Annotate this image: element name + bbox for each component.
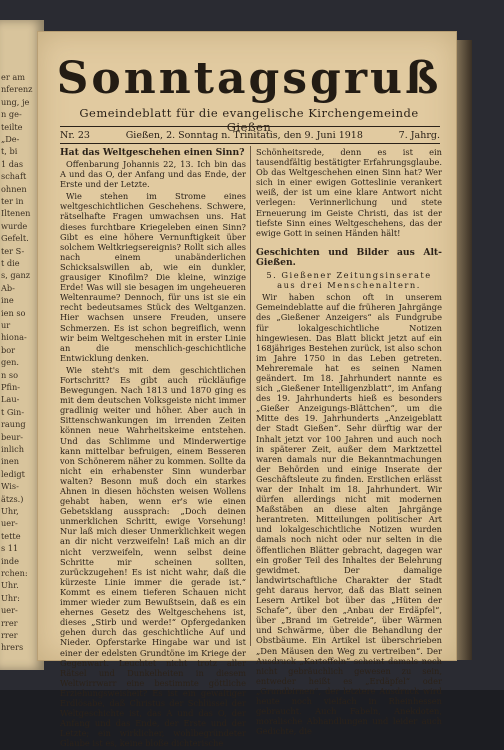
article-heading: Hat das Weltgeschehen einen Sinn?: [60, 147, 245, 158]
left-page-fragment: „De-: [1, 134, 20, 144]
article-paragraph: Wie stehen im Strome eines weltgeschichtlichen Geschehens. Schwere, rätselhafte Fragen umwachsen uns. Hat dieses furchtbare Kriegeleben einen Sinn? Gibt es eine höhere Vernunftigkeit über solchem Weltkriegsereignis? Rollt sich alles nach einem unabänderlichen Schicksalswillen ab, wie ein dunkler, grausiger Kinofilm? Die kleine, winzige Erde! Was will sie besagen im ungeheueren Weltenraume? Dennoch, für uns ist sie ein recht bedeutsames Stück des Weltganzen. Hier wachsen unsere Freuden, unsere Schmerzen. Es ist schon begreiflich, wenn wir beim Weltgeschehen mit in erster Linie an die menschlich-geschichtliche Entwicklung denken.: [60, 191, 246, 363]
section-heading: Geschichten und Bilder aus Alt-Gießen.: [256, 246, 442, 268]
newspaper-title: Sonntagsgruß: [56, 53, 442, 104]
left-page-fragment: t Gin-: [1, 406, 25, 417]
left-page-fragment: gen.: [1, 357, 19, 368]
masthead: [56, 54, 442, 134]
left-page-fragment: er am: [1, 72, 26, 82]
volume-year: 7. Jahrg.: [398, 130, 440, 141]
column-right: [256, 147, 442, 738]
left-page-fragment: ien so: [1, 307, 26, 318]
left-page-fragment: nferenz: [1, 84, 33, 95]
left-page-fragment: schaft: [1, 171, 27, 182]
left-page-fragment: ter S-: [1, 245, 25, 256]
left-page-fragment: raung: [1, 419, 26, 430]
divider: [60, 126, 440, 127]
left-page-fragment: tette: [1, 530, 21, 541]
left-page-fragment: inde: [1, 555, 19, 566]
divider: [60, 143, 440, 144]
dateline: [60, 130, 440, 141]
article-paragraph: Wie steht's mit dem geschichtlichen Fortschritt? Es gibt auch rückläufige Bewegungen. Nach 1813 und 1870 ging es mit dem deutschen Volksgeiste nicht immer gradlinig weiter und höher. Aber auch in Sittenschwankungen im irrenden Zeiten können neue Wahrheitskeime entstehen. Und das Schlimme und Minderwertige kann mittelbar befruigen, einem Besseren von Schönerem näher zu kommen. Sollte da nicht ein erhabenster Sinn wunderbar walten? Besonn muß doch ein starkes Ahnen in diesen höchsten weisen Wollens gehabt haben, wenn er's wie einen Gebetsklang aussprach: „Doch deinen unmerklichen Schritt, ewige Vorsehung! Nur laß mich dieser Unmerklichkeit wegen an dir nicht verzweifeln! Laß mich an dir nicht verzweifeln, wenn selbst deine Schritte mir scheinen sollten, zurückzugehen! Es ist nicht wahr, daß die kürzeste Linie immer die gerade ist.“ Kommt es einem tieferen Schauen nicht immer wieder zum Bewußtsein, daß es ein ehernes Gesetz des Weltgeschehens ist, dieses „Stirb und werde!“ Opfergedanken gehen durch das geschichtliche Auf und Nieder. Opferstarke Hingabe war und ist einer der edelsten Grundtöne im Kriege der Gegenwart. Leuchtet nicht trotz aller Rätsel und Dunkelheiten in diesem Weltwirrwarr eine bestimmte göttliche Erziehungsweisheit? Es ist ein gewaltiger Erdlösabe, daß Christus der Schlüssel der Weltgeschichte ist, das A und das O, der Anfang und das Ende, der Erste und der Letzte; ein wirklicher, wohlbegründeter Glaube ist es, keine bloße dichterische: [60, 364, 246, 749]
left-page-fragment: Pfin-: [1, 382, 21, 392]
left-page-fragment: bor: [1, 344, 16, 355]
left-page-fragment: uer-: [1, 605, 18, 616]
column-divider: [250, 146, 251, 646]
article-paragraph: Wir haben schon oft in unserem Gemeindeblatte auf die früheren Jahrgänge des „Gießener Anzeigers“ als Fundgrube für lokalgeschichtliche Notizen hingewiesen. Das Blatt blickt jetzt auf ein 168jähriges Bestehen zurück, ist also schon im Jahre 1750 in das Leben getreten. Mehreremale hat es seinen Namen geändert. Im 18. Jahrhundert nannte es sich „Gießener Intelligenzblatt“, im Anfang des 19. Jahrhunderts hieß es besonders „Gießer Anzeigungs-Blättchen“, um die Mitte des 19. Jahrhunderts „Anzeigeblatt der Stadt Gießen“. Sehr dürftig war der Inhalt jetzt vor 100 Jahren und auch noch in späterer Zeit, außer dem Marktzettel waren damals nur die Bekanntmachungen der Behörden und einige Inserate der Geschäftsleute zu finden. Erstlichen erlässt war der Inhalt im 18. Jahrhundert. Wir dürfen allerdings nicht mit modernen Maßstäben an diese alten Jahrgänge herantreten. Mitteilungen politischer Art und lokalgeschichtliche Notizen wurden damals noch nicht oder nur selten in die öffentlichen Blätter gebracht, dagegen war ein großer Teil des Inhaltes der Belehrung gewidmet. Der damalige landwirtschaftliche Charakter der Stadt geht daraus hervor, daß das Blatt seinen Lesern Artikel bot über das „Hüten der Schafe“, über den „Anbau der Erdäpfel“, über „Brand im Getreide“, über Wärmen und Schwärme, über die Behandlung der Obstbäume. Ein Artikel ist überschrieben „Den Mäusen den Weg zu vertreiben“. Der Ausdruck „Kartoffeln“ scheint damals noch nicht gebräuchlich gewesen zu sein, entweder heißt es „Erdäpfel“ oder „Grundbirnen“, der letztere Ausdruck wird heute noch vielfach in Rheinhessen gebraucht. Auch Fabeln, Anekdoten, moralische Abhandlungen und leider auch Gedichte, die: [256, 292, 442, 737]
left-page-fragment: hiona-: [1, 332, 27, 343]
left-page-fragment: Uhr.: [1, 580, 19, 591]
left-page-fragment: ledigt: [1, 468, 25, 479]
left-page-fragment: rrer: [1, 630, 18, 640]
left-page-fragment: Uhr,: [1, 506, 19, 516]
left-page-fragment: n ge-: [1, 109, 22, 120]
left-page-fragment: inlich: [1, 444, 24, 454]
issue-number: Nr. 23: [60, 130, 90, 141]
left-page-fragment: teilte: [1, 121, 23, 132]
left-page-fragment: Lau-: [1, 394, 20, 405]
left-page-fragment: ätzs.): [1, 493, 24, 504]
bible-verse: Offenbarung Johannis 22, 13. Ich bin das A und das O, der Anfang und das Ende, der Erste und der Letzte.: [60, 159, 246, 190]
left-page-fragment: ine: [1, 295, 14, 306]
left-page-fragment: hrers: [1, 642, 24, 653]
newspaper-subtitle: Gemeindeblatt für die evangelische Kirchengemeinde Gießen: [79, 106, 419, 134]
left-page-fragment: rrer: [1, 617, 18, 628]
subheading-number: 5.: [266, 270, 278, 281]
left-page-fragment: t die: [1, 258, 20, 268]
left-page-fragment: n so: [1, 369, 19, 380]
section-subheading: [256, 270, 442, 290]
left-page-fragment: Uhr:: [1, 592, 20, 603]
column-left: [60, 147, 246, 750]
left-page-fragment: ohnen: [1, 183, 27, 194]
left-page-fragment: Iltenen: [1, 208, 31, 219]
left-page-fragment: Gefelt.: [1, 233, 29, 244]
left-page-fragment: ur: [1, 320, 11, 330]
left-page-fragment: t, bi: [1, 146, 18, 157]
left-page-fragment: inen: [1, 456, 20, 467]
left-page-fragment: s 11: [1, 543, 19, 554]
left-page-fragment: rchen:: [1, 568, 28, 578]
left-page-fragment: Wis-: [1, 481, 19, 492]
left-page-fragment: ung, je: [1, 96, 30, 107]
left-page-fragment: ter in: [1, 196, 24, 206]
left-page-fragment: s, ganz: [1, 270, 31, 281]
left-page-fragment: Ab-: [1, 282, 15, 293]
left-page-fragment: uer-: [1, 518, 18, 529]
left-page-fragment: wurde: [1, 220, 28, 231]
left-page-fragment: beur-: [1, 431, 24, 442]
newspaper-page: [38, 32, 456, 749]
article-paragraph: Schönheitsrede, denn es ist ein tausendfältig bestätigter Erfahrungsglaube. Ob das Weltgeschehen einen Sinn hat? Wer sich in einer ewigen Gotteslinie verankert weiß, der ist um eine klare Antwort nicht verlegen: Verinnerlichung und stete Erneuerung im Geiste Christi, das ist der tiefste Sinn eines Weltgeschehens, das der ewige Gott in seinen Händen hält!: [256, 147, 442, 238]
issue-date: Gießen, 2. Sonntag n. Trinitatis, den 9. Juni 1918: [125, 130, 363, 141]
left-page-fragment: 1 das: [1, 158, 24, 169]
subheading-text: Gießener Zeitungsinserate aus drei Menschenaltern.: [277, 270, 432, 291]
